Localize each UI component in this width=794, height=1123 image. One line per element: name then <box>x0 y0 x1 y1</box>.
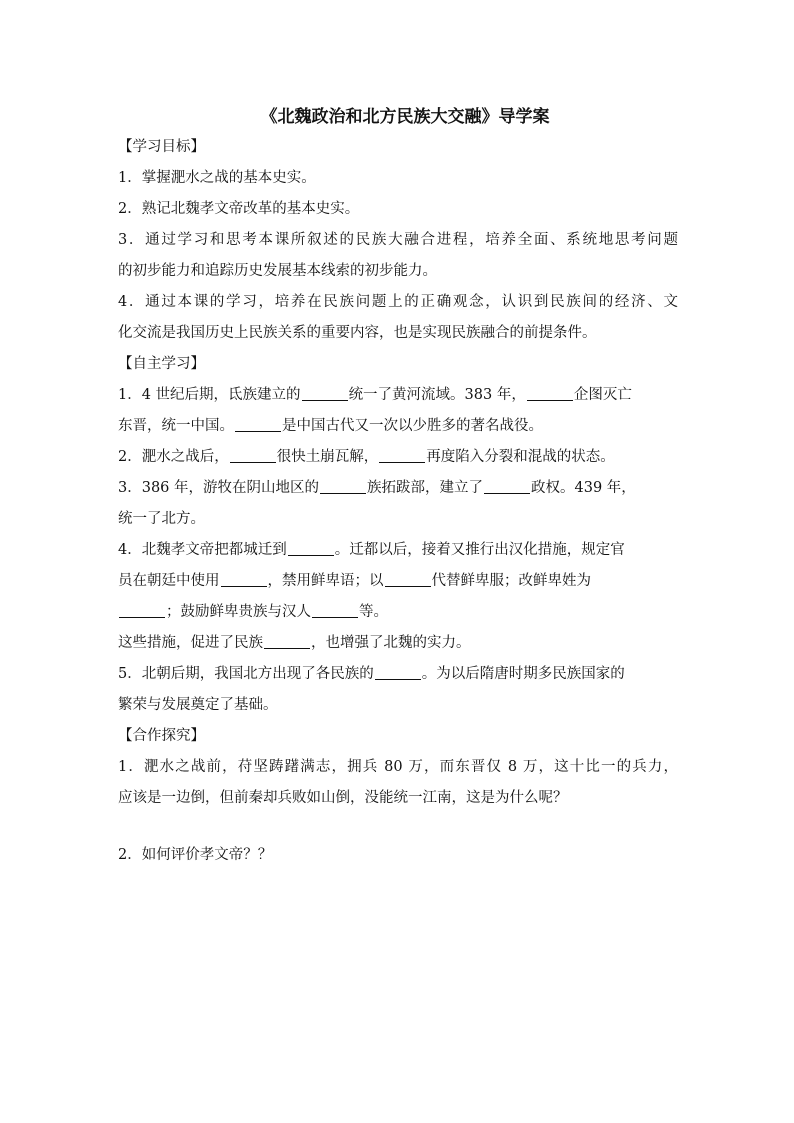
fill-blank[interactable] <box>119 616 165 618</box>
self-study-q3-line-2: 统一了北方。 <box>118 511 205 527</box>
self-study-q1-line-2 <box>118 411 678 442</box>
fill-blank[interactable] <box>320 492 366 494</box>
self-study-q5-line-2: 繁荣与发展奠定了基础。 <box>118 697 278 713</box>
goal-item-4-line-2: 化交流是我国历史上民族关系的重要内容，也是实现民族融合的前提条件。 <box>118 325 597 341</box>
q3-text-a: 3．386 年，游牧在阴山地区的 <box>118 480 320 496</box>
q1-text-a: 1．4 世纪后期，氐族建立的 <box>118 387 301 403</box>
fill-blank[interactable] <box>375 678 421 680</box>
q4-text-i: ，也增强了北魏的实力。 <box>311 635 471 651</box>
q2-text-a: 2．淝水之战后， <box>118 449 229 465</box>
fill-blank[interactable] <box>235 430 281 432</box>
fill-blank[interactable] <box>221 585 267 587</box>
goal-item-4-line-1: 4．通过本课的学习，培养在民族问题上的正确观念，认识到民族间的经济、文 <box>118 294 678 310</box>
q1-text-e: 是中国古代又一次以少胜多的著名战役。 <box>282 418 543 434</box>
section-heading-self-study: 【自主学习】 <box>118 356 205 372</box>
q3-text-b: 族拓跋部，建立了 <box>367 480 484 496</box>
q5-text-b: 。为以后隋唐时期多民族国家的 <box>421 666 625 682</box>
cooperation-q1-line-1: 1．淝水之战前，苻坚踌躇满志，拥兵 80 万，而东晋仅 8 万，这十比一的兵力， <box>118 759 678 775</box>
self-study-q4-line-4 <box>118 628 678 659</box>
q1-text-b: 统一了黄河流域。383 年， <box>348 387 526 403</box>
page-title: 《北魏政治和北方民族大交融》导学案 <box>260 107 550 127</box>
q3-text-c: 政权。439 年， <box>531 480 636 496</box>
q4-text-c: 员在朝廷中使用 <box>118 573 220 589</box>
self-study-q3-line-1 <box>118 473 678 504</box>
fill-blank[interactable] <box>302 399 348 401</box>
self-study-q2 <box>118 442 678 473</box>
fill-blank[interactable] <box>379 461 425 463</box>
fill-blank[interactable] <box>288 554 334 556</box>
q1-text-d: 东晋，统一中国。 <box>118 418 234 434</box>
document-body <box>118 102 678 871</box>
cooperation-q1-line-2: 应该是一边倒，但前秦却兵败如山倒，没能统一江南，这是为什么呢？ <box>118 790 568 806</box>
q5-text-a: 5．北朝后期，我国北方出现了各民族的 <box>118 666 374 682</box>
q2-text-b: 很快土崩瓦解， <box>276 449 379 465</box>
q4-text-f: ；鼓励鲜卑贵族与汉人 <box>166 604 311 620</box>
q2-text-c: 再度陷入分裂和混战的状态。 <box>426 449 615 465</box>
goal-item-2: 2．熟记北魏孝文帝改革的基本史实。 <box>118 201 360 217</box>
fill-blank[interactable] <box>385 585 431 587</box>
q4-text-g: 等。 <box>359 604 388 620</box>
goal-item-1: 1．掌握淝水之战的基本史实。 <box>118 170 316 186</box>
fill-blank[interactable] <box>264 647 310 649</box>
q4-text-a: 4．北魏孝文帝把都城迁到 <box>118 542 287 558</box>
fill-blank[interactable] <box>527 399 573 401</box>
fill-blank[interactable] <box>312 616 358 618</box>
q1-text-c: 企图灭亡 <box>573 387 632 403</box>
answer-space <box>118 814 678 840</box>
self-study-q5-line-1 <box>118 659 678 690</box>
self-study-q4-line-2 <box>118 566 678 597</box>
goal-item-3-line-2: 的初步能力和追踪历史发展基本线索的初步能力。 <box>118 263 437 279</box>
q4-text-h: 这些措施，促进了民族 <box>118 635 263 651</box>
q4-text-e: 代替鲜卑服；改鲜卑姓为 <box>431 573 591 589</box>
self-study-q1-line-1 <box>118 380 678 411</box>
self-study-q4-line-3 <box>118 597 678 628</box>
q4-text-d: ，禁用鲜卑语；以 <box>267 573 384 589</box>
q4-text-b: 。迁都以后，接着又推行出汉化措施，规定官 <box>334 542 625 558</box>
cooperation-q2: 2．如何评价孝文帝？？ <box>118 847 273 863</box>
self-study-q4-line-1 <box>118 535 678 566</box>
fill-blank[interactable] <box>230 461 276 463</box>
fill-blank[interactable] <box>484 492 530 494</box>
section-heading-cooperation: 【合作探究】 <box>118 728 205 744</box>
goal-item-3-line-1: 3．通过学习和思考本课所叙述的民族大融合进程，培养全面、系统地思考问题 <box>118 232 678 248</box>
section-heading-goals: 【学习目标】 <box>118 139 205 155</box>
